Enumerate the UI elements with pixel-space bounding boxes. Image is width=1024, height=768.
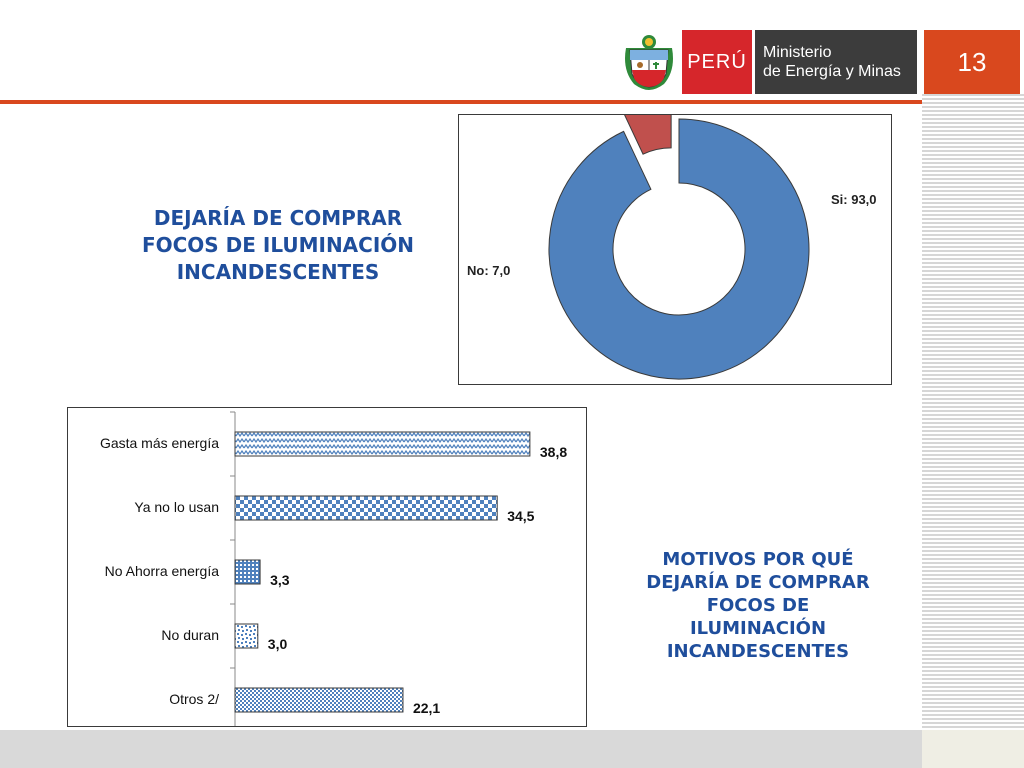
bar-category-label: Ya no lo usan — [134, 499, 219, 515]
side-stripe-panel — [922, 94, 1024, 730]
bar-3 — [235, 624, 258, 648]
bar-value-label: 34,5 — [507, 508, 535, 524]
bar-2 — [235, 560, 260, 584]
peru-coat-of-arms-icon — [620, 30, 678, 94]
bar-value-label: 22,1 — [412, 700, 441, 716]
donut-chart — [459, 115, 891, 384]
bar-value-label: 38,8 — [539, 444, 568, 460]
bar-value-label: 3,3 — [270, 572, 290, 588]
donut-chart-frame — [458, 114, 892, 385]
bar-value-label: 3,0 — [267, 636, 288, 652]
logo-country-label: PERÚ — [682, 30, 753, 94]
logo-ministry-line1: Ministerio — [763, 44, 832, 61]
donut-chart-title: DEJARÍA DE COMPRAR FOCOS DE ILUMINACIÓN INCANDESCENTES — [141, 206, 415, 284]
bar-category-label: Otros 2/ — [169, 691, 219, 707]
ministry-logo — [620, 30, 917, 94]
bar-category-label: Gasta más energía — [99, 435, 219, 451]
bar-category-label: No duran — [161, 627, 219, 643]
bar-chart-frame — [67, 407, 587, 727]
footer-bar — [0, 730, 922, 768]
donut-label-no: No: 7,0 — [467, 263, 511, 278]
bar-chart — [68, 408, 586, 726]
bar-1 — [235, 496, 497, 520]
page-number: 13 — [924, 30, 1020, 94]
donut-label-si: Si: 93,0 — [831, 192, 877, 207]
header-accent-line — [0, 100, 922, 104]
bar-chart-title: MOTIVOS POR QUÉ DEJARÍA DE COMPRAR FOCOS DE ILUMINACIÓN INCANDESCENTES — [646, 549, 870, 662]
bar-0 — [235, 432, 530, 456]
bar-category-label: No Ahorra energía — [104, 563, 219, 579]
footer-corner — [922, 730, 1024, 768]
bar-4 — [235, 688, 403, 712]
logo-ministry-label — [755, 30, 917, 94]
logo-ministry-line2: de Energía y Minas — [763, 63, 901, 80]
donut-slice-si — [549, 119, 809, 379]
